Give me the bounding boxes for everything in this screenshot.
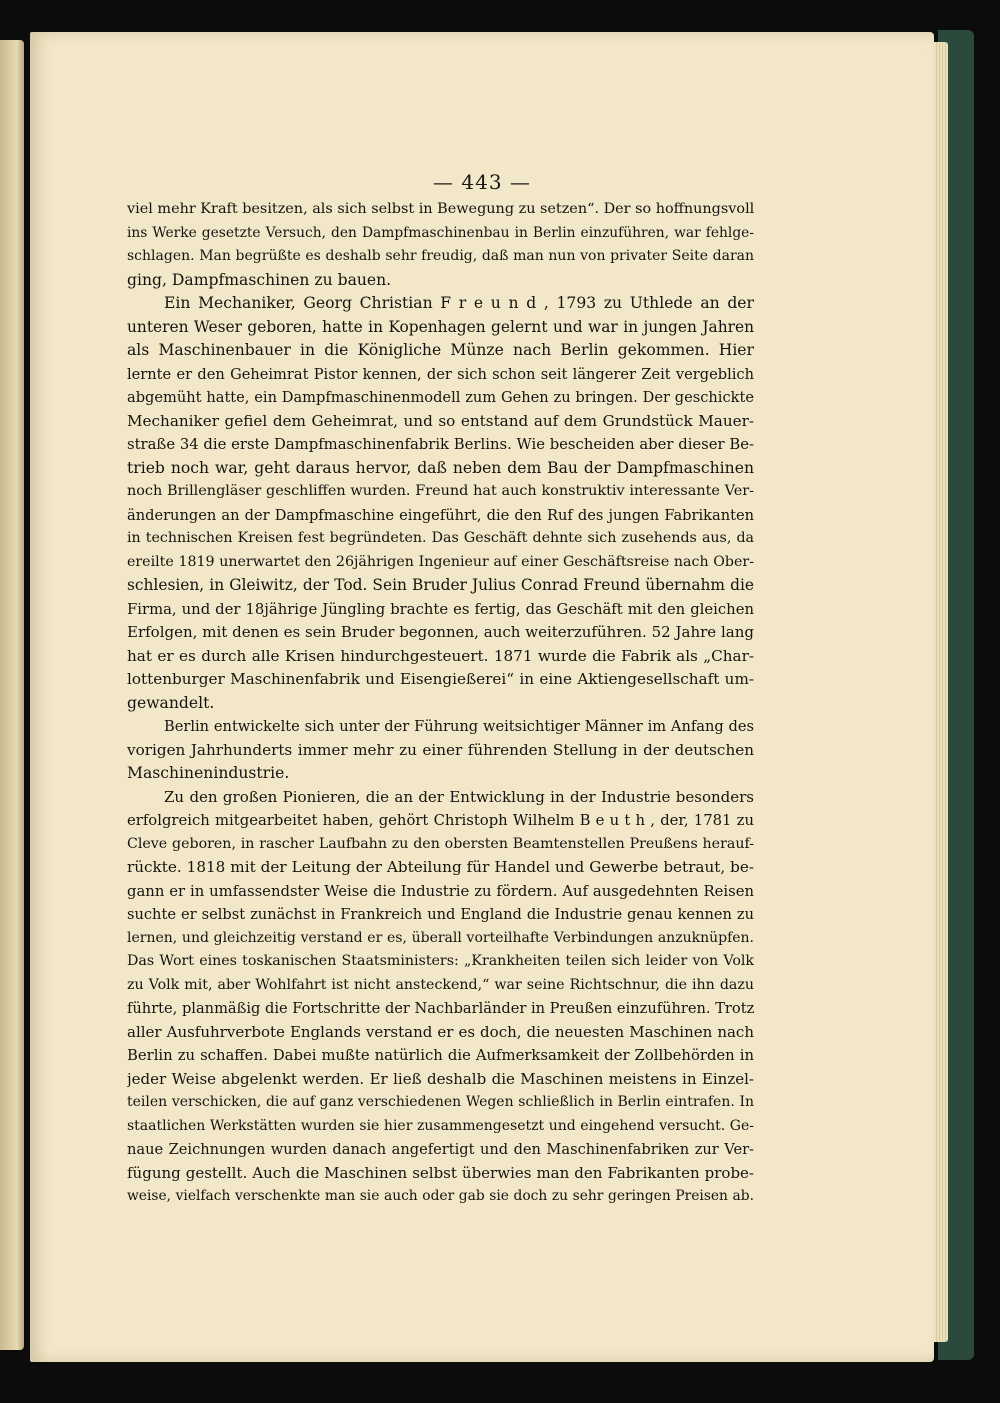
text-line: jeder Weise abgelenkt werden. Er ließ deshalb die Maschinen meistens in Einzel- [127,1069,754,1088]
text-line: Cleve geboren, in rascher Laufbahn zu den obersten Beamtenstellen Preußens herauf- [127,835,754,852]
text-line: schlagen. Man begrüßte es deshalb sehr freudig, daß man nun von privater Seite daran [127,248,754,264]
text-line: zu Volk mit, aber Wohlfahrt ist nicht ansteckend,“ war seine Richtschnur, die ihn dazu [127,976,754,993]
text-line: weise, vielfach verschenkte man sie auch oder gab sie doch zu sehr geringen Preisen ab. [127,1188,754,1204]
text-line: noch Brillengläser geschliffen wurden. Freund hat auch konstruktiv interessante Ver- [127,483,754,499]
text-line: lottenburger Maschinenfabrik und Eisengießerei“ in eine Aktiengesellschaft um- [127,670,754,688]
text-line: teilen verschicken, die auf ganz verschiedenen Wegen schließlich in Berlin eintrafen. In [127,1094,754,1110]
text-line: ins Werke gesetzte Versuch, den Dampfmaschinenbau in Berlin einzuführen, war fehlge- [127,224,754,241]
text-line: als Maschinenbauer in die Königliche Münze nach Berlin gekommen. Hier [127,341,754,359]
body-text [127,198,754,1209]
page-number: — 443 — [433,170,531,194]
text-line: Zu den großen Pionieren, die an der Entwicklung in der Industrie besonders [164,787,754,806]
text-line: Firma, und der 18jährige Jüngling brachte es fertig, das Geschäft mit den gleichen [127,600,754,618]
facing-page-edge [0,40,24,1350]
text-line: staatlichen Werkstätten wurden sie hier zusammengesetzt und eingehend versucht. Ge- [127,1117,754,1134]
text-line: gewandelt. [127,693,215,712]
text-line: naue Zeichnungen wurden danach angefertigt und den Maschinenfabriken zur Ver- [127,1141,754,1158]
text-line: suchte er selbst zunächst in Frankreich und England die Industrie genau kennen zu [127,906,754,923]
text-line: lernen, und gleichzeitig verstand er es, überall vorteilhafte Verbindungen anzuknüpfen. [127,929,754,946]
text-line: Ein Mechaniker, Georg Christian F r e u n d , 1793 zu Uthlede an der [164,294,754,312]
text-line: hat er es durch alle Krisen hindurchgesteuert. 1871 wurde die Fabrik als „Char- [127,646,754,665]
text-line: lernte er den Geheimrat Pistor kennen, der sich schon seit längerer Zeit vergeblich [127,365,754,383]
text-line: in technischen Kreisen fest begründeten. Das Geschäft dehnte sich zusehends aus, da [127,530,754,546]
text-line: trieb noch war, geht daraus hervor, daß neben dem Bau der Dampfmaschinen [127,458,754,477]
text-line: Berlin zu schaffen. Dabei mußte natürlich die Aufmerksamkeit der Zollbehörden in [127,1047,754,1064]
text-line: aller Ausfuhrverbote Englands verstand er es doch, die neuesten Maschinen nach [127,1022,754,1041]
text-line: abgemüht hatte, ein Dampfmaschinenmodell zum Gehen zu bringen. Der geschickte [127,389,754,406]
text-line: Erfolgen, mit denen es sein Bruder begonnen, auch weiterzuführen. 52 Jahre lang [127,623,754,641]
text-line: fügung gestellt. Auch die Maschinen selbst überwies man den Fabrikanten probe- [127,1163,754,1182]
text-line: vorigen Jahrhunderts immer mehr zu einer führenden Stellung in der deutschen [127,740,754,759]
text-line: schlesien, in Gleiwitz, der Tod. Sein Bruder Julius Conrad Freund übernahm die [127,576,754,594]
text-line: ereilte 1819 unerwartet den 26jährigen Ingenieur auf einer Geschäftsreise nach Ober- [127,553,754,570]
text-line: Berlin entwickelte sich unter der Führung weitsichtiger Männer im Anfang des [164,718,754,735]
text-line: viel mehr Kraft besitzen, als sich selbst in Bewegung zu setzen“. Der so hoffnungsvoll [127,201,754,217]
text-line: ging, Dampfmaschinen zu bauen. [127,270,392,289]
text-line: Mechaniker gefiel dem Geheimrat, und so entstand auf dem Grundstück Mauer- [127,411,754,430]
text-line: rückte. 1818 mit der Leitung der Abteilung für Handel und Gewerbe betraut, be- [127,858,754,876]
text-line: führte, planmäßig die Fortschritte der Nachbarländer in Preußen einzuführen. Trotz [127,1000,754,1017]
text-line: straße 34 die erste Dampfmaschinenfabrik Berlins. Wie bescheiden aber dieser Be- [127,436,754,453]
text-line: Das Wort eines toskanischen Staatsministers: „Krankheiten teilen sich leider von Volk [127,953,754,969]
text-line: unteren Weser geboren, hatte in Kopenhagen gelernt und war in jungen Jahren [127,317,754,336]
text-line: erfolgreich mitgearbeitet haben, gehört Christoph Wilhelm B e u t h , der, 1781 zu [127,812,754,829]
text-line: änderungen an der Dampfmaschine eingeführt, die den Ruf des jungen Fabrikanten [127,506,754,524]
text-line: Maschinenindustrie. [127,764,290,782]
text-line: gann er in umfassendster Weise die Industrie zu fördern. Auf ausgedehnten Reisen [127,882,754,900]
